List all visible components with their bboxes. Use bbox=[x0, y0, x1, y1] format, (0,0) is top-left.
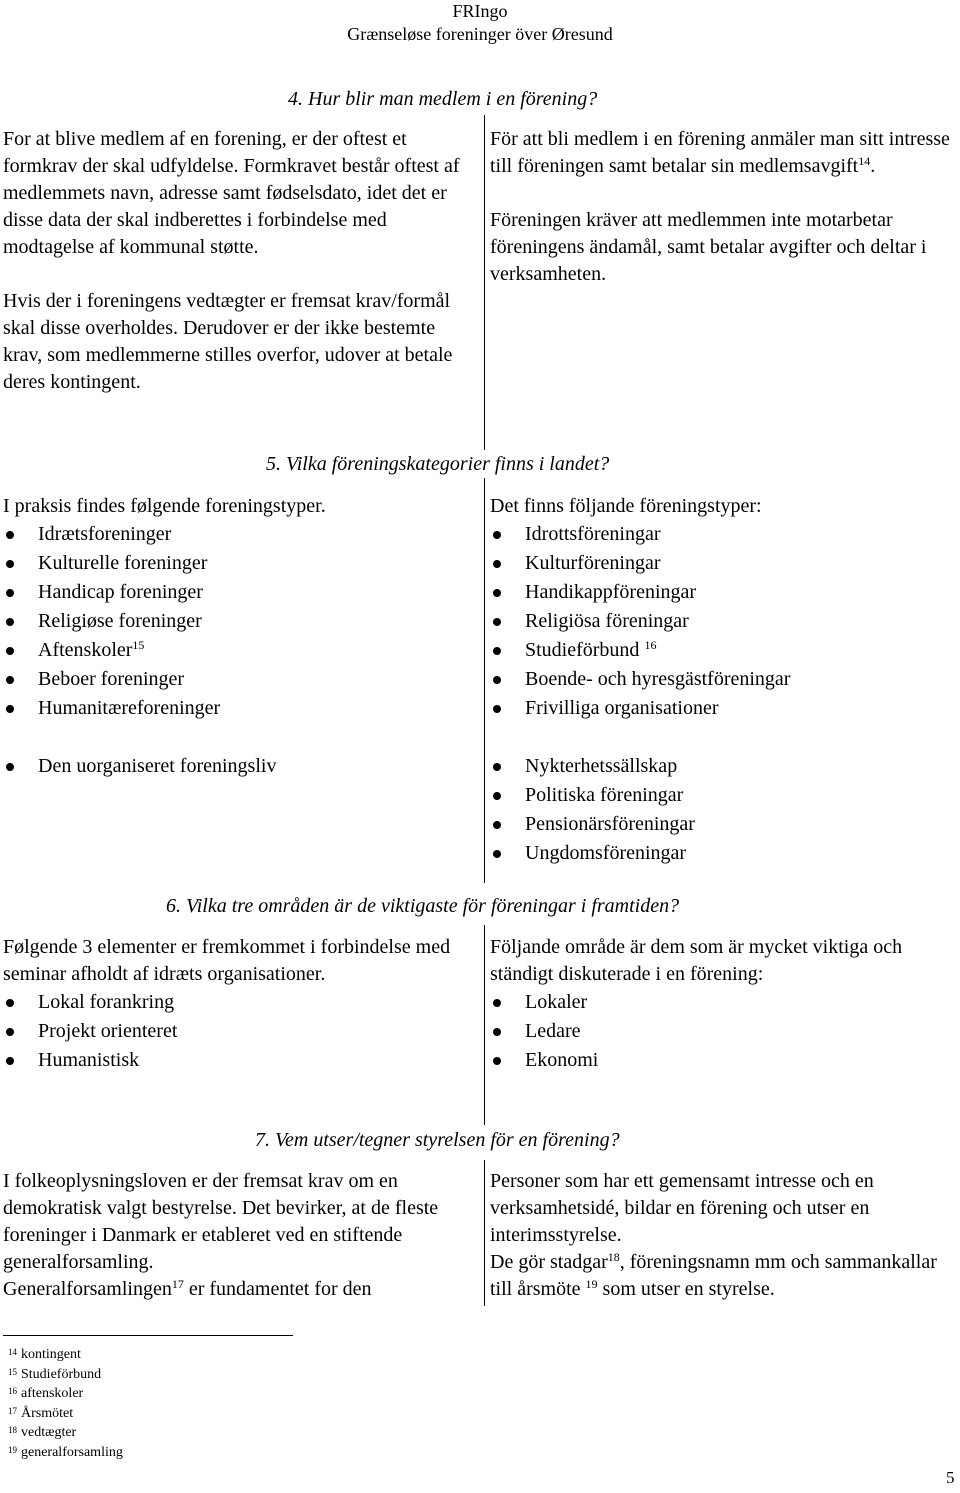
section-7-swedish bbox=[490, 1168, 958, 1303]
footnote: $^{19}$ generalforsamling bbox=[8, 1444, 123, 1460]
list-item: Lokal forankring bbox=[3, 988, 471, 1017]
list-item: Ledare bbox=[490, 1017, 958, 1046]
list-item: Politiska föreningar bbox=[490, 781, 958, 810]
section-7-heading: 7. Vem utser/tegner styrelsen för en förening? bbox=[255, 1129, 620, 1151]
list-item: Nykterhetssällskap bbox=[490, 752, 958, 781]
footnote-ref-14: 14 bbox=[858, 154, 871, 168]
list-item: Den uorganiseret foreningsliv bbox=[3, 752, 471, 781]
list-item: Handikappföreningar bbox=[490, 578, 958, 607]
footnotes bbox=[8, 1345, 123, 1462]
list-item: Pensionärsföreningar bbox=[490, 810, 958, 839]
section-6-danish bbox=[3, 934, 471, 1075]
danish-association-types-list bbox=[3, 520, 471, 781]
section-7-swedish-p2: De gör stadgar$^{18}$, föreningsnamn mm och sammankallar till årsmöte $^{19}$ som utser en styrelse. bbox=[490, 1250, 937, 1300]
page-number: 5 bbox=[946, 1468, 955, 1487]
list-item: Idrottsföreningar bbox=[490, 520, 958, 549]
document-title: FRIngo bbox=[452, 1, 508, 21]
column-divider bbox=[484, 1160, 485, 1306]
list-item: Handicap foreninger bbox=[3, 578, 471, 607]
list-item: Aftenskoler$^{15}$ bbox=[3, 636, 471, 665]
footnote: $^{18}$ vedtægter bbox=[8, 1425, 77, 1440]
footnote-ref-16: 16 bbox=[644, 638, 657, 652]
list-item: Beboer foreninger bbox=[3, 665, 471, 694]
footnote: $^{17}$ Årsmötet bbox=[8, 1405, 74, 1421]
list-item: Religiösa föreningar bbox=[490, 607, 958, 636]
section-7-danish-p1: I folkeoplysningsloven er der fremsat krav om en demokratisk valgt bestyrelse. Det bevirker, at de fleste foreninger i Danmark er etableret ved en stiftende generalforsamling. bbox=[3, 1170, 439, 1273]
section-5-swedish-intro: Det finns följande föreningstyper: bbox=[490, 495, 762, 517]
danish-priorities-list bbox=[3, 988, 471, 1075]
section-4-danish-p2: Hvis der i foreningens vedtægter er fremsat krav/formål skal disse overholdes. Derudover er der ikke bestemte krav, som medlemmerne stilles overfor, udover at betale deres kontingent. bbox=[3, 290, 453, 393]
footnote-ref-17: 17 bbox=[171, 1277, 184, 1291]
column-divider bbox=[484, 115, 485, 450]
section-4-swedish-p1: För att bli medlem i en förening anmäler man sitt intresse till föreningen samt betalar sin medlemsavgift$^{14}$. bbox=[490, 128, 950, 177]
footnote: $^{16}$ aftenskoler bbox=[8, 1386, 84, 1401]
section-6-danish-intro: Følgende 3 elementer er fremkommet i forbindelse med seminar afholdt af idræts organisationer. bbox=[3, 936, 451, 985]
swedish-priorities-list bbox=[490, 988, 958, 1075]
section-7-swedish-p1: Personer som har ett gemensamt intresse och en verksamhetsidé, bildar en förening och utser en interimsstyrelse. bbox=[490, 1170, 874, 1246]
section-5-swedish bbox=[490, 493, 958, 868]
column-divider bbox=[484, 478, 485, 883]
list-item: Studieförbund $^{16}$ bbox=[490, 636, 958, 665]
section-7-danish-p2: Generalforsamlingen$^{17}$ er fundamentet for den bbox=[3, 1277, 372, 1300]
footnote: $^{14}$ kontingent bbox=[8, 1347, 81, 1362]
footnote-ref-19: 19 bbox=[585, 1277, 598, 1291]
section-4-danish-p1: For at blive medlem af en forening, er der oftest et formkrav der skal udfyldelse. Formkravet består oftest af medlemmets navn, adresse samt fødselsdato, idet det er disse data der skal indberettes i forbindelse med modtagelse af kommunal støtte. bbox=[3, 128, 460, 258]
section-7-danish bbox=[3, 1168, 471, 1303]
list-item: Projekt orienteret bbox=[3, 1017, 471, 1046]
list-item: Kulturelle foreninger bbox=[3, 549, 471, 578]
list-item: Kulturföreningar bbox=[490, 549, 958, 578]
section-4-heading: 4. Hur blir man medlem i en förening? bbox=[288, 88, 598, 110]
list-item: Ungdomsföreningar bbox=[490, 839, 958, 868]
section-4-swedish-p2: Föreningen kräver att medlemmen inte motarbetar föreningens ändamål, samt betalar avgifter och deltar i verksamheten. bbox=[490, 209, 927, 285]
section-5-danish-intro: I praksis findes følgende foreningstyper. bbox=[3, 495, 326, 517]
list-item: Humanitæreforeninger bbox=[3, 694, 471, 723]
list-item: Religiøse foreninger bbox=[3, 607, 471, 636]
section-5-danish bbox=[3, 493, 471, 781]
column-divider bbox=[484, 925, 485, 1125]
section-5-heading: 5. Vilka föreningskategorier finns i landet? bbox=[266, 453, 610, 475]
list-item: Humanistisk bbox=[3, 1046, 471, 1075]
list-item: Boende- och hyresgästföreningar bbox=[490, 665, 958, 694]
document-subtitle: Grænseløse foreninger över Øresund bbox=[347, 24, 613, 44]
list-item: Lokaler bbox=[490, 988, 958, 1017]
section-6-swedish bbox=[490, 934, 958, 1075]
footnote-ref-18: 18 bbox=[607, 1250, 620, 1264]
footnote-ref-15: 15 bbox=[132, 638, 145, 652]
section-6-swedish-intro: Följande område är dem som är mycket viktiga och ständigt diskuterade i en förening: bbox=[490, 936, 903, 985]
footnote-separator bbox=[3, 1335, 293, 1336]
section-6-heading: 6. Vilka tre områden är de viktigaste för föreningar i framtiden? bbox=[166, 895, 680, 917]
swedish-association-types-list bbox=[490, 520, 958, 868]
footnote: $^{15}$ Studieförbund bbox=[8, 1366, 102, 1382]
section-4-danish bbox=[3, 126, 471, 396]
list-item: Frivilliga organisationer bbox=[490, 694, 958, 723]
section-4-swedish bbox=[490, 126, 958, 288]
list-item: Idrætsforeninger bbox=[3, 520, 471, 549]
list-item: Ekonomi bbox=[490, 1046, 958, 1075]
